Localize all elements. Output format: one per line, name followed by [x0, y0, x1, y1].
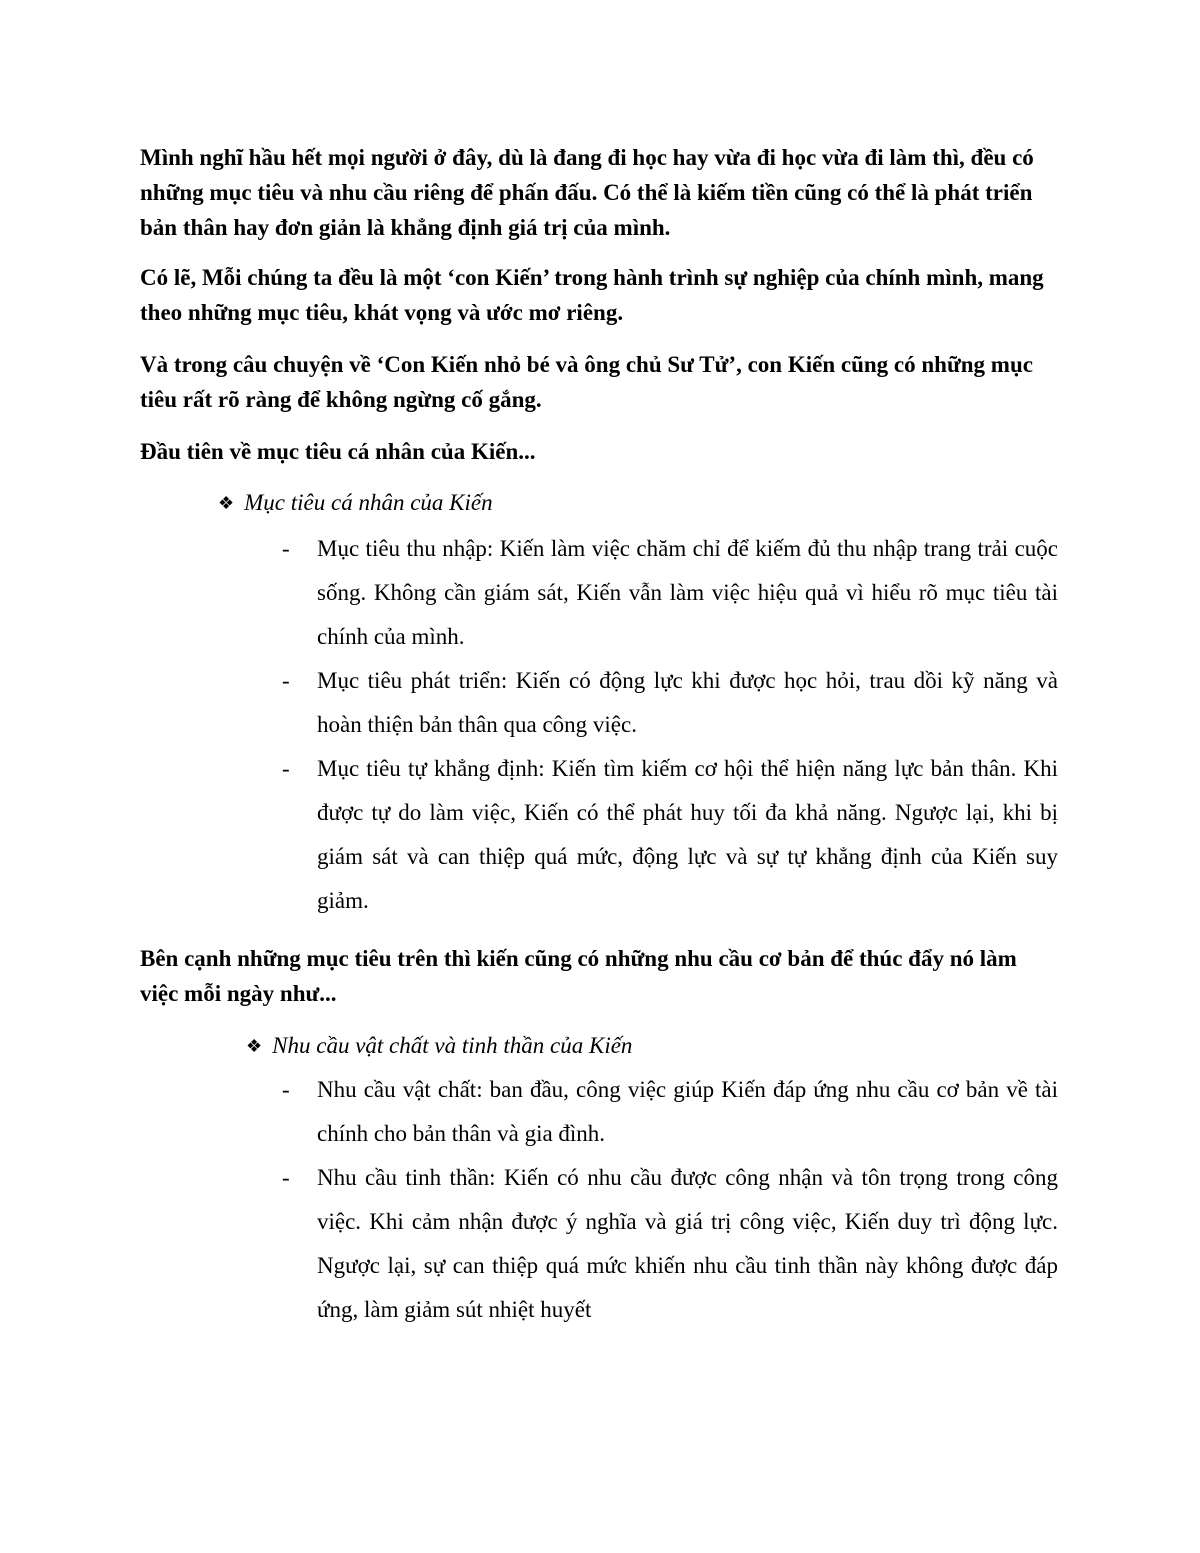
section-heading-needs: [246, 1031, 632, 1061]
list-item: [282, 747, 1058, 923]
intro-paragraph-2: Có lẽ, Mỗi chúng ta đều là một ‘con Kiến’ trong hành trình sự nghiệp của chính mình, mang theo những mục tiêu, khát vọng và ước mơ riêng.: [140, 265, 1044, 325]
dash-bullet: -: [282, 668, 290, 693]
list-item-text: Mục tiêu tự khẳng định: Kiến tìm kiếm cơ hội thể hiện năng lực bản thân. Khi được tự do làm việc, Kiến có thể phát huy tối đa khả năng. Ngược lại, khi bị giám sát và can thiệp quá mức, động lực và sự tự khẳng định của Kiến suy giảm.: [317, 756, 1058, 913]
intro-paragraph-3: Và trong câu chuyện về ‘Con Kiến nhỏ bé và ông chủ Sư Tử’, con Kiến cũng có những mục tiêu rất rõ ràng để không ngừng cố gắng.: [140, 352, 1033, 412]
list-item: [282, 659, 1058, 747]
section-heading-personal-goals: [218, 488, 493, 518]
section-heading-text: Nhu cầu vật chất và tinh thần của Kiến: [272, 1033, 633, 1058]
list-item: [282, 527, 1058, 659]
intro-paragraph-1: Mình nghĩ hầu hết mọi người ở đây, dù là đang đi học hay vừa đi học vừa đi làm thì, đều có những mục tiêu và nhu cầu riêng để phấn đấu. Có thể là kiếm tiền cũng có thể là phát triển bản thân hay đơn giản là khẳng định giá trị của mình.: [140, 145, 1034, 240]
list-item-text: Nhu cầu tinh thần: Kiến có nhu cầu được công nhận và tôn trọng trong công việc. Khi cảm nhận được ý nghĩa và giá trị công việc, Kiến duy trì động lực. Ngược lại, sự can thiệp quá mức khiến nhu cầu tinh thần này không được đáp ứng, làm giảm sút nhiệt huyết: [317, 1165, 1058, 1322]
dash-bullet: -: [282, 536, 290, 561]
intro-paragraph-4: Đầu tiên về mục tiêu cá nhân của Kiến...: [140, 439, 536, 464]
list-item-text: Mục tiêu thu nhập: Kiến làm việc chăm chỉ để kiếm đủ thu nhập trang trải cuộc sống. Không cần giám sát, Kiến vẫn làm việc hiệu quả vì hiểu rõ mục tiêu tài chính của mình.: [317, 536, 1058, 649]
transition-paragraph: Bên cạnh những mục tiêu trên thì kiến cũng có những nhu cầu cơ bản để thúc đẩy nó làm việc mỗi ngày như...: [140, 946, 1017, 1006]
dash-bullet: -: [282, 756, 290, 781]
list-item-text: Mục tiêu phát triển: Kiến có động lực khi được học hỏi, trau dồi kỹ năng và hoàn thiện bản thân qua công việc.: [317, 668, 1058, 737]
section-heading-text: Mục tiêu cá nhân của Kiến: [244, 490, 493, 515]
diamond-bullet-icon: ❖: [218, 493, 235, 513]
dash-bullet: -: [282, 1165, 290, 1190]
diamond-bullet-icon: ❖: [246, 1036, 263, 1056]
list-item: [282, 1068, 1058, 1156]
dash-bullet: -: [282, 1077, 290, 1102]
list-item-text: Nhu cầu vật chất: ban đầu, công việc giúp Kiến đáp ứng nhu cầu cơ bản về tài chính cho bản thân và gia đình.: [317, 1077, 1058, 1146]
list-item: [282, 1156, 1058, 1332]
